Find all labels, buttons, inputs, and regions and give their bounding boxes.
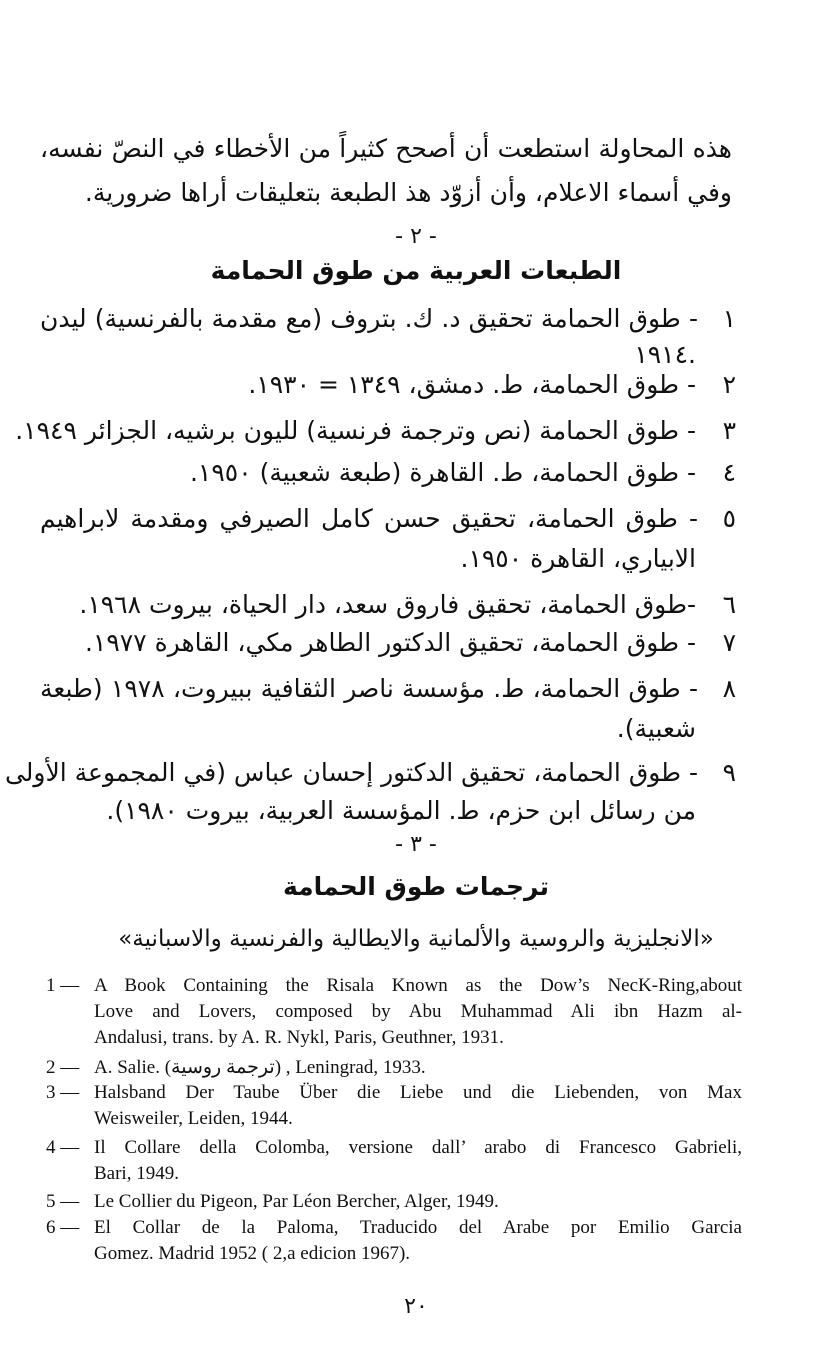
item-number: ١ <box>722 304 736 333</box>
section-title-translations: ترجمات طوق الحمامة <box>283 872 549 901</box>
arabic-edition-line: - طوق الحمامة، ط. مؤسسة ناصر الثقافية ببيروت، ١٩٧٨ (طبعة <box>40 674 698 703</box>
section-marker-3: - ٣ - <box>395 832 437 857</box>
arabic-edition-line: شعبية). <box>616 714 696 743</box>
arabic-edition-line: - طوق الحمامة، ط. القاهرة (طبعة شعبية) ١٩٥٠. <box>189 458 696 487</box>
translation-line: Love and Lovers, composed by Abu Muhammad Ali ibn Hazm al- <box>94 1001 742 1022</box>
intro-line-2: وفي أسماء الاعلام، وأن أزوّد هذ الطبعة بتعليقات أراها ضرورية. <box>84 178 732 207</box>
arabic-edition-line: - طوق الحمامة، تحقيق حسن كامل الصيرفي ومقدمة لابراهيم <box>40 504 698 533</box>
translation-line: Bari, 1949. <box>94 1163 179 1184</box>
translation-line: El Collar de la Paloma, Traducido del Arabe por Emilio Garcia <box>94 1217 742 1238</box>
translation-line: Il Collare della Colomba, versione dall’ arabo di Francesco Gabrieli, <box>94 1137 742 1158</box>
translation-line: A Book Containing the Risala Known as the Dow’s NecK-Ring,about <box>94 975 742 996</box>
arabic-edition-line: من رسائل ابن حزم، ط. المؤسسة العربية، بيروت ١٩٨٠). <box>106 796 696 825</box>
arabic-edition-line: - طوق الحمامة (نص وترجمة فرنسية) لليون برشيه، الجزائر ١٩٤٩. <box>15 416 696 445</box>
item-number: ٦ <box>722 590 736 619</box>
intro-line-1: هذه المحاولة استطعت أن أصحح كثيراً من الأخطاء في النصّ نفسه، <box>40 134 732 163</box>
arabic-edition-line: - طوق الحمامة تحقيق د. ك. بتروف (مع مقدمة بالفرنسية) ليدن <box>40 304 698 333</box>
translation-line: Andalusi, trans. by A. R. Nykl, Paris, Geuthner, 1931. <box>94 1027 504 1048</box>
arabic-edition-line: -طوق الحمامة، تحقيق فاروق سعد، دار الحياة، بيروت ١٩٦٨. <box>79 590 696 619</box>
arabic-edition-line: .١٩١٤ <box>634 340 696 369</box>
arabic-edition-line: الابياري، القاهرة ١٩٥٠. <box>460 544 696 573</box>
translation-line: Gomez. Madrid 1952 ( 2,a edicion 1967). <box>94 1243 411 1264</box>
translation-line: Le Collier du Pigeon, Par Léon Bercher, Alger, 1949. <box>94 1191 499 1212</box>
translation-line: A. Salie. (ترجمة روسية) , Leningrad, 1933. <box>94 1057 426 1078</box>
page-number: ٢٠ <box>404 1294 428 1319</box>
item-number: ٤ <box>722 458 736 487</box>
arabic-edition-line: - طوق الحمامة، تحقيق الدكتور إحسان عباس (في المجموعة الأولى <box>4 758 698 787</box>
translation-number: 2 — <box>46 1057 80 1078</box>
arabic-edition-line: - طوق الحمامة، تحقيق الدكتور الطاهر مكي، القاهرة ١٩٧٧. <box>84 628 696 657</box>
translations-languages-subtitle: «الانجليزية والروسية والألمانية والايطالية والفرنسية والاسبانية» <box>118 926 714 952</box>
translation-number: 3 — <box>46 1082 80 1103</box>
translation-number: 6 — <box>46 1217 80 1238</box>
item-number: ٩ <box>722 758 736 787</box>
translation-number: 5 — <box>46 1191 80 1212</box>
translation-line: Weisweiler, Leiden, 1944. <box>94 1108 293 1129</box>
translation-number: 4 — <box>46 1137 80 1158</box>
section-marker-2: - ٢ - <box>395 224 437 249</box>
arabic-edition-line: - طوق الحمامة، ط. دمشق، ١٣٤٩ = ١٩٣٠. <box>248 370 696 399</box>
item-number: ٧ <box>722 628 736 657</box>
section-title-arabic-editions: الطبعات العربية من طوق الحمامة <box>210 256 622 285</box>
translation-number: 1 — <box>46 975 80 996</box>
item-number: ٣ <box>722 416 736 445</box>
item-number: ٨ <box>722 674 736 703</box>
item-number: ٥ <box>722 504 736 533</box>
translation-line: Halsband Der Taube Über die Liebe und die Liebenden, von Max <box>94 1082 742 1103</box>
item-number: ٢ <box>722 370 736 399</box>
